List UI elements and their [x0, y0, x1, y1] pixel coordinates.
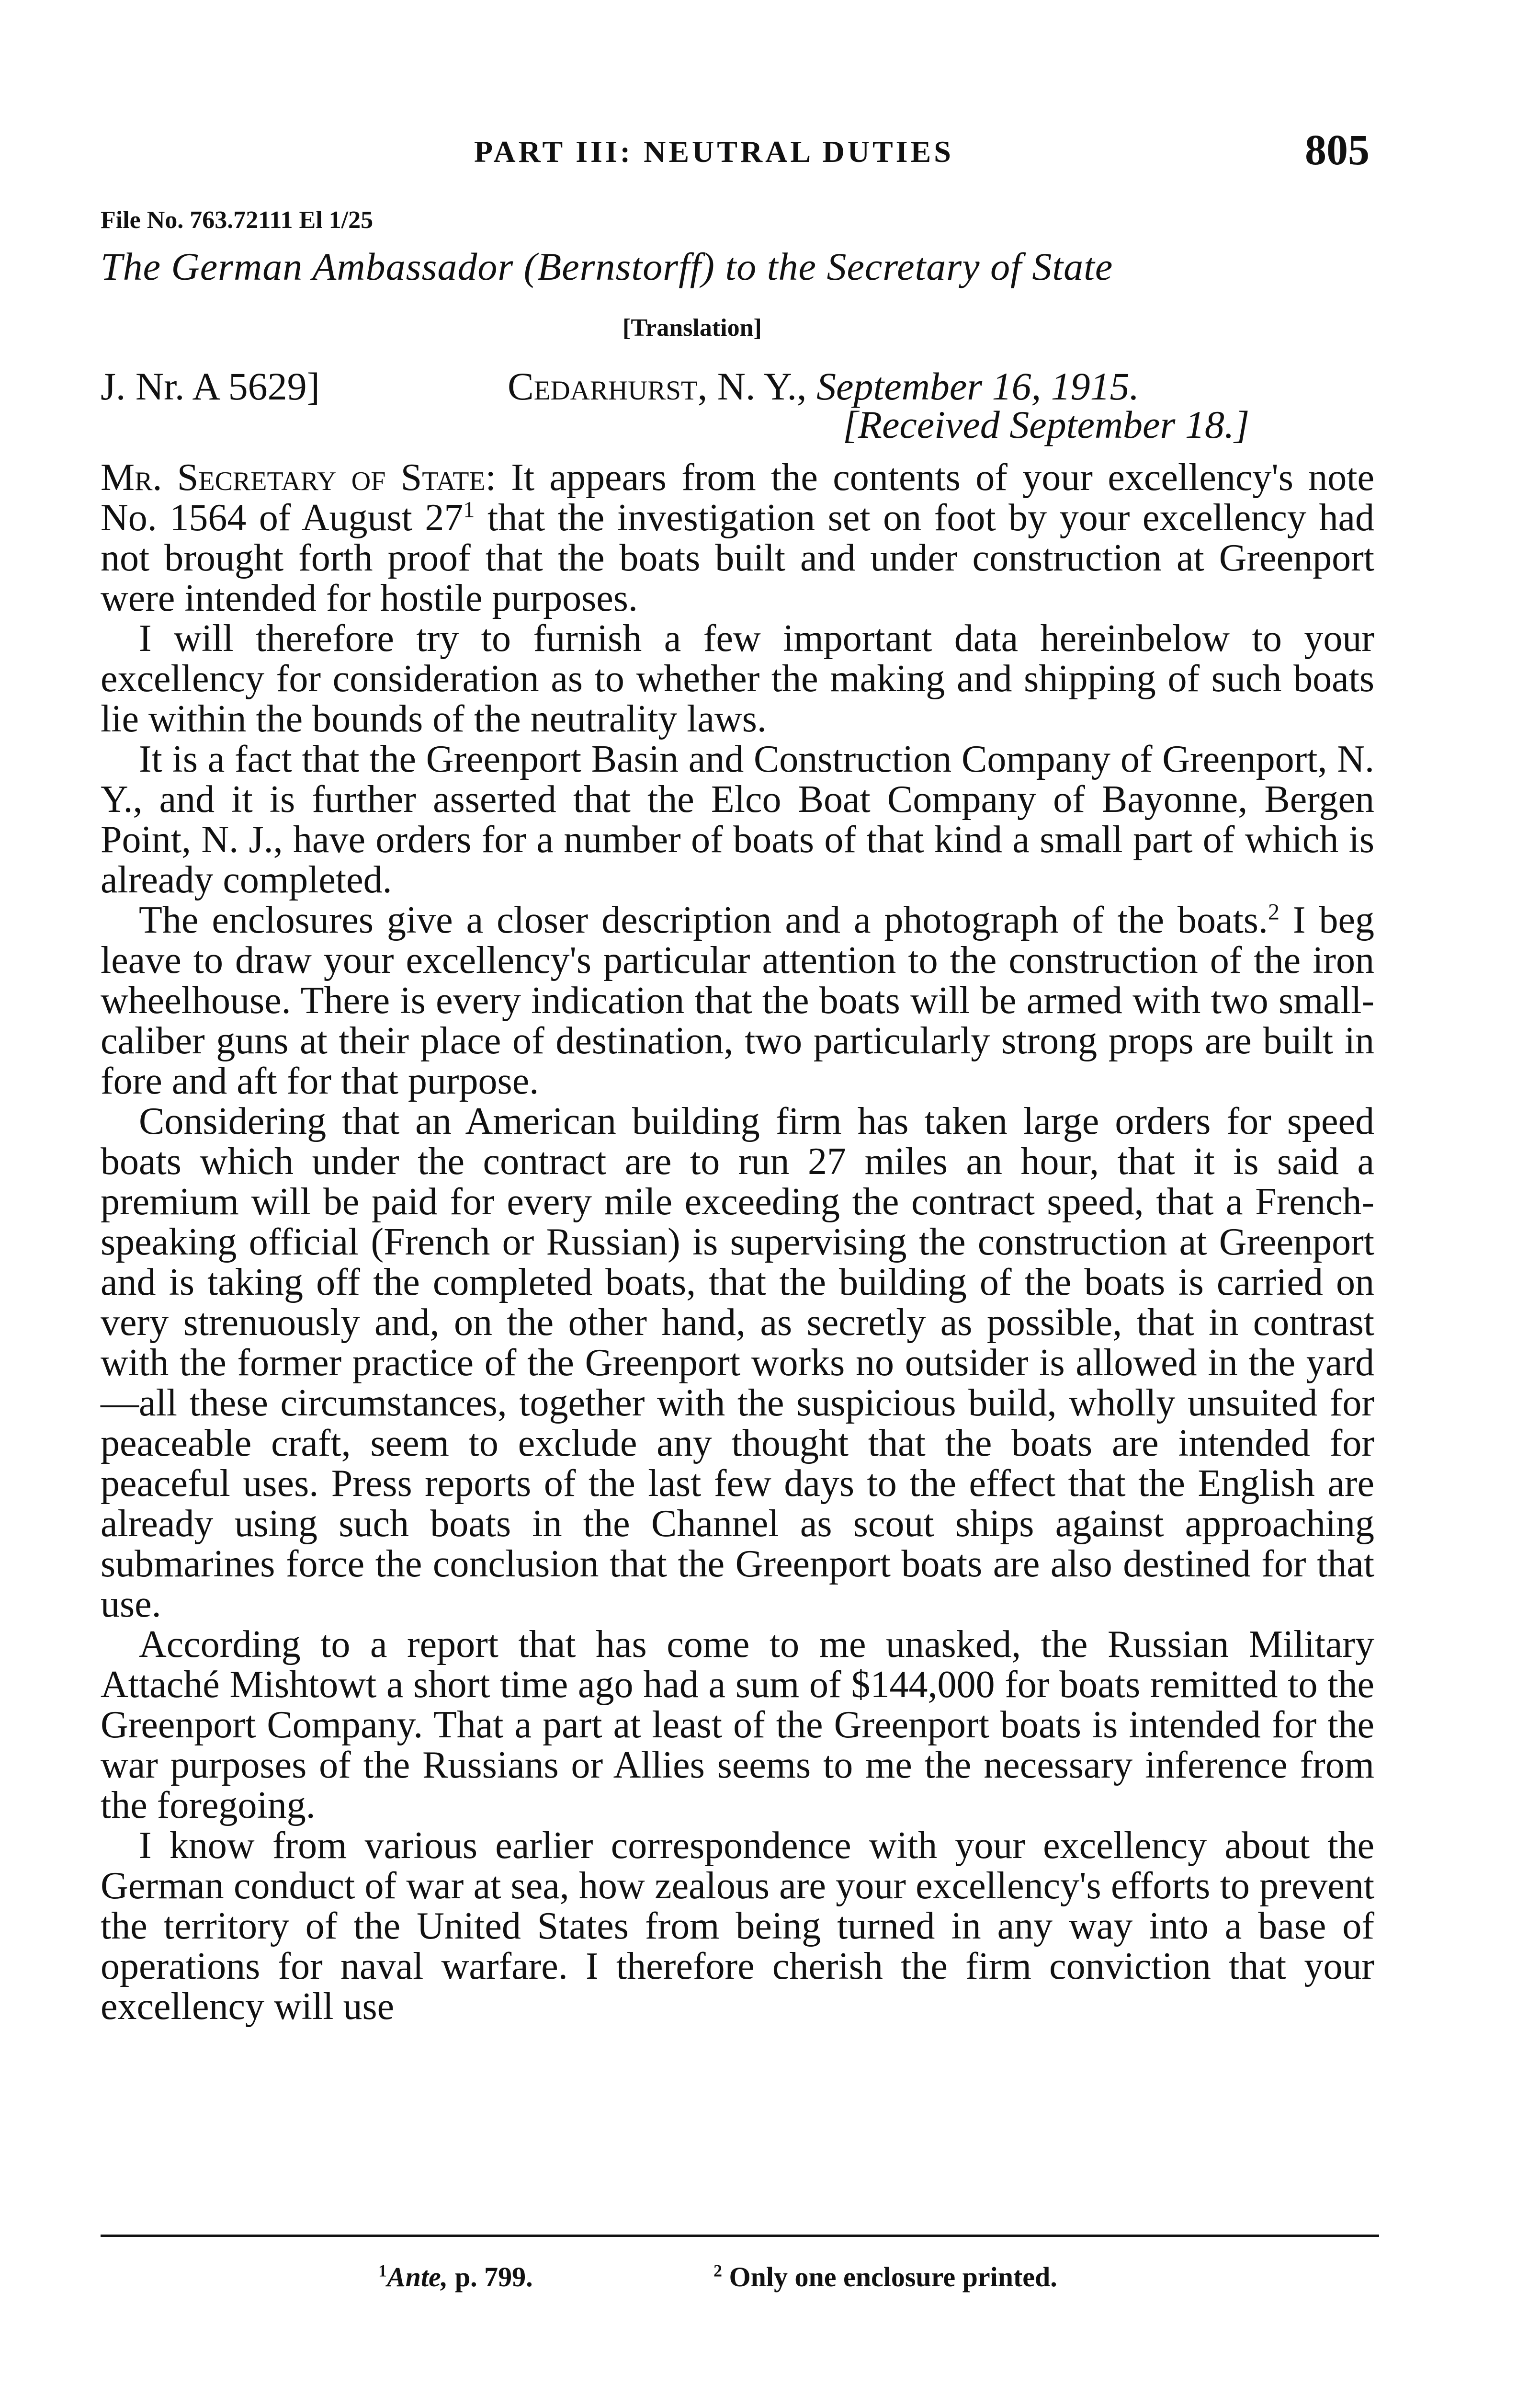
- dateline-place: Cedarhurst, N. Y.,: [508, 365, 807, 408]
- reference-number: J. Nr. A 5629]: [101, 365, 320, 408]
- paragraph-4-text-b: I beg leave to draw your excellency's particular attention to the construction of the iron wheelhouse. There is every indication that the boats will be armed with two small-caliber guns at their place of destination, two particularly strong props are built in fore and aft for that purpose.: [101, 899, 1375, 1102]
- footnotes: [101, 2261, 1379, 2304]
- letter-body: [101, 457, 1374, 2027]
- page-number: 805: [1305, 126, 1370, 174]
- paragraph-4: [101, 900, 1374, 1101]
- file-number: File No. 763.72111 El 1/25: [101, 206, 374, 234]
- translation-note: [Translation]: [623, 314, 762, 342]
- running-title: PART III: NEUTRAL DUTIES: [474, 135, 954, 169]
- paragraph-3: It is a fact that the Greenport Basin and Construction Company of Greenport, N. Y., and it is further asserted that the Elco Boat Company of Bayonne, Bergen Point, N. J., have orders for a number of boats of that kind a small part of which is already completed.: [101, 738, 1374, 901]
- salutation: Mr. Secretary of State:: [101, 456, 496, 499]
- footnote-1-italic: Ante,: [387, 2261, 448, 2292]
- footnote-ref-1: 1: [463, 497, 475, 523]
- footnote-1-mark: 1: [378, 2261, 387, 2281]
- paragraph-1-text-a: It appears from the contents of your excellency's note No. 1564 of August 27: [101, 456, 1375, 539]
- footnote-1: [378, 2261, 533, 2293]
- footnote-divider: [101, 2235, 1379, 2237]
- document-title: The German Ambassador (Bernstorff) to the Secretary of State: [101, 245, 1113, 288]
- paragraph-1: [101, 457, 1374, 618]
- footnote-ref-2: 2: [1268, 899, 1280, 925]
- footnote-1-text: p. 799.: [454, 2261, 533, 2292]
- running-head: [101, 125, 1370, 178]
- paragraph-5: Considering that an American building firm has taken large orders for speed boats which under the contract are to run 27 miles an hour, that it is said a premium will be paid for every mile exceeding the contract speed, that a French-speaking official (French or Russian) is supervising the construction at Greenport and is taking off the completed boats, that the building of the boats is carried on very strenuously and, on the other hand, as secretly as possible, that in contrast with the former practice of the Greenport works no outsider is allowed in the yard—all these circumstances, together with the suspicious build, wholly unsuited for peaceable craft, seem to exclude any thought that the boats are intended for peaceful uses. Press reports of the last few days to the effect that the English are already using such boats in the Channel as scout ships against approaching submarines force the conclusion that the Greenport boats are also destined for that use.: [101, 1100, 1374, 1625]
- footnote-2-text: Only one enclosure printed.: [729, 2261, 1057, 2292]
- paragraph-4-text-a: The enclosures give a closer description and a photograph of the boats.: [139, 899, 1268, 941]
- footnote-2: [713, 2261, 1057, 2293]
- received-date: [Received September 18.]: [843, 403, 1250, 446]
- dateline-date: September 16, 1915.: [816, 365, 1140, 408]
- footnote-2-mark: 2: [713, 2261, 722, 2281]
- paragraph-1-text-b: that the investigation set on foot by your excellency had not brought forth proof that the boats built and under construction at Greenport were intended for hostile purposes.: [101, 497, 1374, 619]
- paragraph-2: I will therefore try to furnish a few important data hereinbelow to your excellency for consideration as to whether the making and shipping of such boats lie within the bounds of the neutrality laws.: [101, 617, 1374, 740]
- paragraph-7: I know from various earlier correspondence with your excellency about the German conduct of war at sea, how zealous are your excellency's efforts to prevent the territory of the United States from being turned in any way into a base of operations for naval warfare. I therefore cherish the firm conviction that your excellency will use: [101, 1825, 1374, 2028]
- paragraph-6: According to a report that has come to me unasked, the Russian Military Attaché Mishtowt a short time ago had a sum of $144,000 for boats remitted to the Greenport Company. That a part at least of the Greenport boats is intended for the war purposes of the Russians or Allies seems to me the necessary inference from the foregoing.: [101, 1623, 1374, 1826]
